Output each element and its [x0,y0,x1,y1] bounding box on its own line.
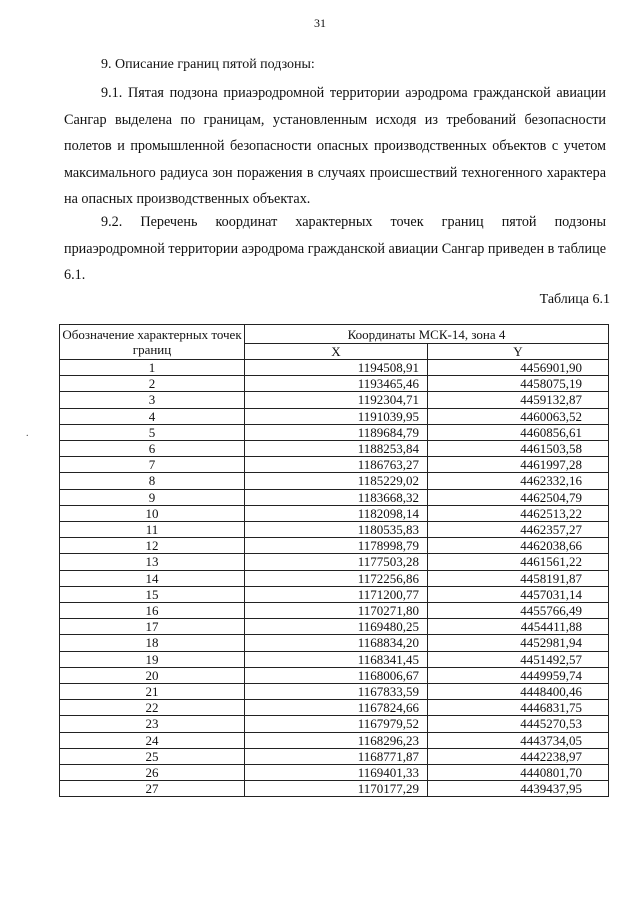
y-coordinate-cell: 4462332,16 [428,473,609,489]
table-row [60,570,609,586]
x-coordinate-cell: 1171200,77 [245,586,428,602]
table-caption: Таблица 6.1 [539,292,610,307]
point-number-cell: 22 [60,700,245,716]
point-number-cell: 15 [60,586,245,602]
section-heading: 9. Описание границ пятой подзоны: [101,57,315,72]
y-coordinate-cell: 4449959,74 [428,667,609,683]
x-coordinate-cell: 1167833,59 [245,684,428,700]
coordinates-group-header: Координаты МСК-14, зона 4 [245,325,609,344]
y-coordinate-cell: 4461997,28 [428,457,609,473]
x-coordinate-cell: 1194508,91 [245,360,428,376]
x-coordinate-cell: 1182098,14 [245,505,428,521]
table-row [60,424,609,440]
table-row [60,408,609,424]
table-row [60,765,609,781]
x-coordinate-cell: 1178998,79 [245,538,428,554]
y-coordinate-cell: 4460063,52 [428,408,609,424]
table-row [60,781,609,797]
x-coordinate-cell: 1169401,33 [245,765,428,781]
y-coordinate-cell: 4457031,14 [428,586,609,602]
margin-mark: . [26,428,29,439]
y-coordinate-cell: 4445270,53 [428,716,609,732]
x-coordinate-cell: 1170271,80 [245,603,428,619]
point-name-header: Обозначение характерных точек границ [60,325,245,360]
x-coordinate-cell: 1183668,32 [245,489,428,505]
point-number-cell: 19 [60,651,245,667]
y-coordinate-cell: 4462513,22 [428,505,609,521]
table-row [60,684,609,700]
page-number: 31 [314,16,326,30]
y-column-header: Y [428,343,609,359]
table-row [60,586,609,602]
point-number-cell: 7 [60,457,245,473]
table-header-row [60,325,609,344]
point-number-cell: 2 [60,376,245,392]
point-number-cell: 21 [60,684,245,700]
x-coordinate-cell: 1180535,83 [245,522,428,538]
y-coordinate-cell: 4440801,70 [428,765,609,781]
y-coordinate-cell: 4442238,97 [428,748,609,764]
y-coordinate-cell: 4454411,88 [428,619,609,635]
point-number-cell: 14 [60,570,245,586]
x-coordinate-cell: 1177503,28 [245,554,428,570]
point-number-cell: 4 [60,408,245,424]
table-row [60,716,609,732]
y-coordinate-cell: 4458075,19 [428,376,609,392]
table-row [60,360,609,376]
x-coordinate-cell: 1188253,84 [245,441,428,457]
table-row [60,748,609,764]
point-number-cell: 24 [60,732,245,748]
table-row [60,457,609,473]
y-coordinate-cell: 4461503,58 [428,441,609,457]
x-coordinate-cell: 1189684,79 [245,424,428,440]
y-coordinate-cell: 4462504,79 [428,489,609,505]
point-number-cell: 27 [60,781,245,797]
x-coordinate-cell: 1168341,45 [245,651,428,667]
point-number-cell: 25 [60,748,245,764]
y-coordinate-cell: 4461561,22 [428,554,609,570]
table-row [60,667,609,683]
point-number-cell: 9 [60,489,245,505]
table-row [60,489,609,505]
point-number-cell: 17 [60,619,245,635]
table-row [60,376,609,392]
point-number-cell: 26 [60,765,245,781]
table-row [60,538,609,554]
y-coordinate-cell: 4451492,57 [428,651,609,667]
point-number-cell: 20 [60,667,245,683]
table-row [60,505,609,521]
y-coordinate-cell: 4443734,05 [428,732,609,748]
table-row [60,522,609,538]
y-coordinate-cell: 4462357,27 [428,522,609,538]
x-coordinate-cell: 1169480,25 [245,619,428,635]
table-row [60,619,609,635]
point-number-cell: 10 [60,505,245,521]
y-coordinate-cell: 4459132,87 [428,392,609,408]
x-coordinate-cell: 1193465,46 [245,376,428,392]
x-coordinate-cell: 1168771,87 [245,748,428,764]
table-row [60,603,609,619]
y-coordinate-cell: 4439437,95 [428,781,609,797]
x-coordinate-cell: 1167979,52 [245,716,428,732]
y-coordinate-cell: 4456901,90 [428,360,609,376]
y-coordinate-cell: 4446831,75 [428,700,609,716]
table-body [60,360,609,797]
x-coordinate-cell: 1168006,67 [245,667,428,683]
point-number-cell: 12 [60,538,245,554]
table-row [60,554,609,570]
table-row [60,635,609,651]
table-row [60,700,609,716]
y-coordinate-cell: 4458191,87 [428,570,609,586]
paragraph-9-2: 9.2. Перечень координат характерных точек границ пятой подзоны приаэродромной территории аэродрома гражданской авиации Сангар приведен в таблице 6.1. [64,214,606,283]
y-coordinate-cell: 4460856,61 [428,424,609,440]
x-coordinate-cell: 1168834,20 [245,635,428,651]
table-row [60,441,609,457]
x-coordinate-cell: 1191039,95 [245,408,428,424]
coordinates-table [59,324,609,797]
x-coordinate-cell: 1172256,86 [245,570,428,586]
x-coordinate-cell: 1167824,66 [245,700,428,716]
y-coordinate-cell: 4455766,49 [428,603,609,619]
y-coordinate-cell: 4452981,94 [428,635,609,651]
x-column-header: X [245,343,428,359]
x-coordinate-cell: 1192304,71 [245,392,428,408]
point-number-cell: 23 [60,716,245,732]
point-number-cell: 18 [60,635,245,651]
point-number-cell: 8 [60,473,245,489]
point-number-cell: 3 [60,392,245,408]
x-coordinate-cell: 1186763,27 [245,457,428,473]
table-row [60,651,609,667]
y-coordinate-cell: 4462038,66 [428,538,609,554]
y-coordinate-cell: 4448400,46 [428,684,609,700]
table-row [60,732,609,748]
point-number-cell: 13 [60,554,245,570]
x-coordinate-cell: 1168296,23 [245,732,428,748]
point-number-cell: 5 [60,424,245,440]
paragraph-9-1: 9.1. Пятая подзона приаэродромной территории аэродрома гражданской авиации Сангар выделена по границам, установленным исходя из требований безопасности полетов и промышленной безопасности опасных производственных объектов с учетом максимального радиуса зон поражения в случаях происшествий техногенного характера на опасных производственных объектах. [64,85,606,207]
x-coordinate-cell: 1170177,29 [245,781,428,797]
table-row [60,392,609,408]
x-coordinate-cell: 1185229,02 [245,473,428,489]
point-number-cell: 1 [60,360,245,376]
point-number-cell: 16 [60,603,245,619]
table-row [60,473,609,489]
point-number-cell: 11 [60,522,245,538]
point-number-cell: 6 [60,441,245,457]
